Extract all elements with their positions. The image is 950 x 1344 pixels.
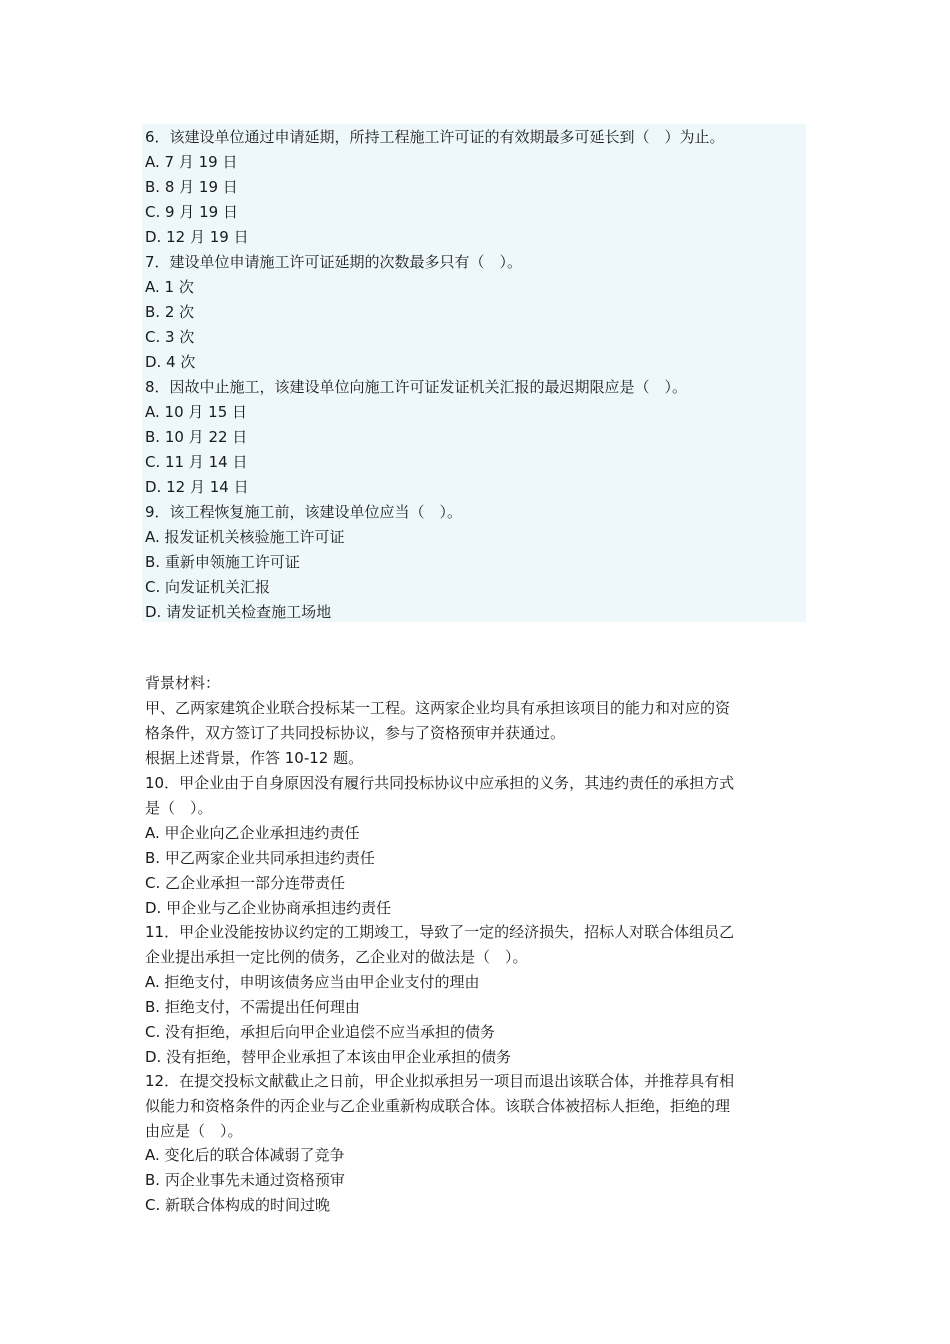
question-11-cont: 企业提出承担一定比例的债务，乙企业对的做法是（ ）。 [145, 948, 528, 966]
option-10c: C. 乙企业承担一部分连带责任 [145, 874, 346, 892]
question-12-cont-1: 似能力和资格条件的丙企业与乙企业重新构成联合体。该联合体被招标人拒绝，拒绝的理 [145, 1097, 731, 1115]
option-12b: B. 丙企业事先未通过资格预审 [145, 1171, 345, 1189]
instruction-text: 根据上述背景，作答 10-12 题。 [145, 749, 364, 767]
option-8d: D. 12 月 14 日 [145, 478, 249, 496]
option-8c: C. 11 月 14 日 [145, 453, 248, 471]
option-11c: C. 没有拒绝，承担后向甲企业追偿不应当承担的债务 [145, 1023, 496, 1041]
option-10a: A. 甲企业向乙企业承担违约责任 [145, 824, 360, 842]
option-10d: D. 甲企业与乙企业协商承担违约责任 [145, 899, 392, 917]
option-11a: A. 拒绝支付，申明该债务应当由甲企业支付的理由 [145, 973, 480, 991]
question-10-cont: 是（ ）。 [145, 799, 213, 817]
option-12a: A. 变化后的联合体减弱了竞争 [145, 1146, 345, 1164]
background-text-1: 甲、乙两家建筑企业联合投标某一工程。这两家企业均具有承担该项目的能力和对应的资 [145, 699, 731, 717]
option-8a: A. 10 月 15 日 [145, 403, 248, 421]
question-12: 12．在提交投标文献截止之日前，甲企业拟承担另一项目而退出该联合体，并推荐具有相 [145, 1072, 735, 1090]
option-12c: C. 新联合体构成的时间过晚 [145, 1196, 331, 1214]
option-6a: A. 7 月 19 日 [145, 153, 238, 171]
option-7d: D. 4 次 [145, 353, 196, 371]
question-8: 8．因故中止施工，该建设单位向施工许可证发证机关汇报的最迟期限应是（ ）。 [145, 378, 688, 396]
highlighted-question-block [142, 124, 806, 622]
option-6c: C. 9 月 19 日 [145, 203, 238, 221]
option-7a: A. 1 次 [145, 278, 194, 296]
option-9d: D. 请发证机关检查施工场地 [145, 603, 332, 621]
option-9c: C. 向发证机关汇报 [145, 578, 271, 596]
option-9a: A. 报发证机关核验施工许可证 [145, 528, 345, 546]
question-11: 11．甲企业没能按协议约定的工期竣工，导致了一定的经济损失，招标人对联合体组员乙 [145, 923, 735, 941]
option-9b: B. 重新申领施工许可证 [145, 553, 300, 571]
option-7b: B. 2 次 [145, 303, 195, 321]
question-7: 7．建设单位申请施工许可证延期的次数最多只有（ ）。 [145, 253, 523, 271]
question-6: 6．该建设单位通过申请延期，所持工程施工许可证的有效期最多可延长到（ ）为止。 [145, 128, 725, 146]
option-11d: D. 没有拒绝，替甲企业承担了本该由甲企业承担的债务 [145, 1048, 512, 1066]
question-10: 10．甲企业由于自身原因没有履行共同投标协议中应承担的义务，其违约责任的承担方式 [145, 774, 735, 792]
option-10b: B. 甲乙两家企业共同承担违约责任 [145, 849, 375, 867]
background-text-2: 格条件，双方签订了共同投标协议，参与了资格预审并获通过。 [145, 724, 566, 742]
question-12-cont-2: 由应是（ ）。 [145, 1122, 243, 1140]
option-6d: D. 12 月 19 日 [145, 228, 249, 246]
option-6b: B. 8 月 19 日 [145, 178, 238, 196]
background-heading: 背景材料： [145, 674, 221, 692]
option-7c: C. 3 次 [145, 328, 195, 346]
option-11b: B. 拒绝支付，不需提出任何理由 [145, 998, 360, 1016]
question-9: 9．该工程恢复施工前，该建设单位应当（ ）。 [145, 503, 463, 521]
option-8b: B. 10 月 22 日 [145, 428, 248, 446]
